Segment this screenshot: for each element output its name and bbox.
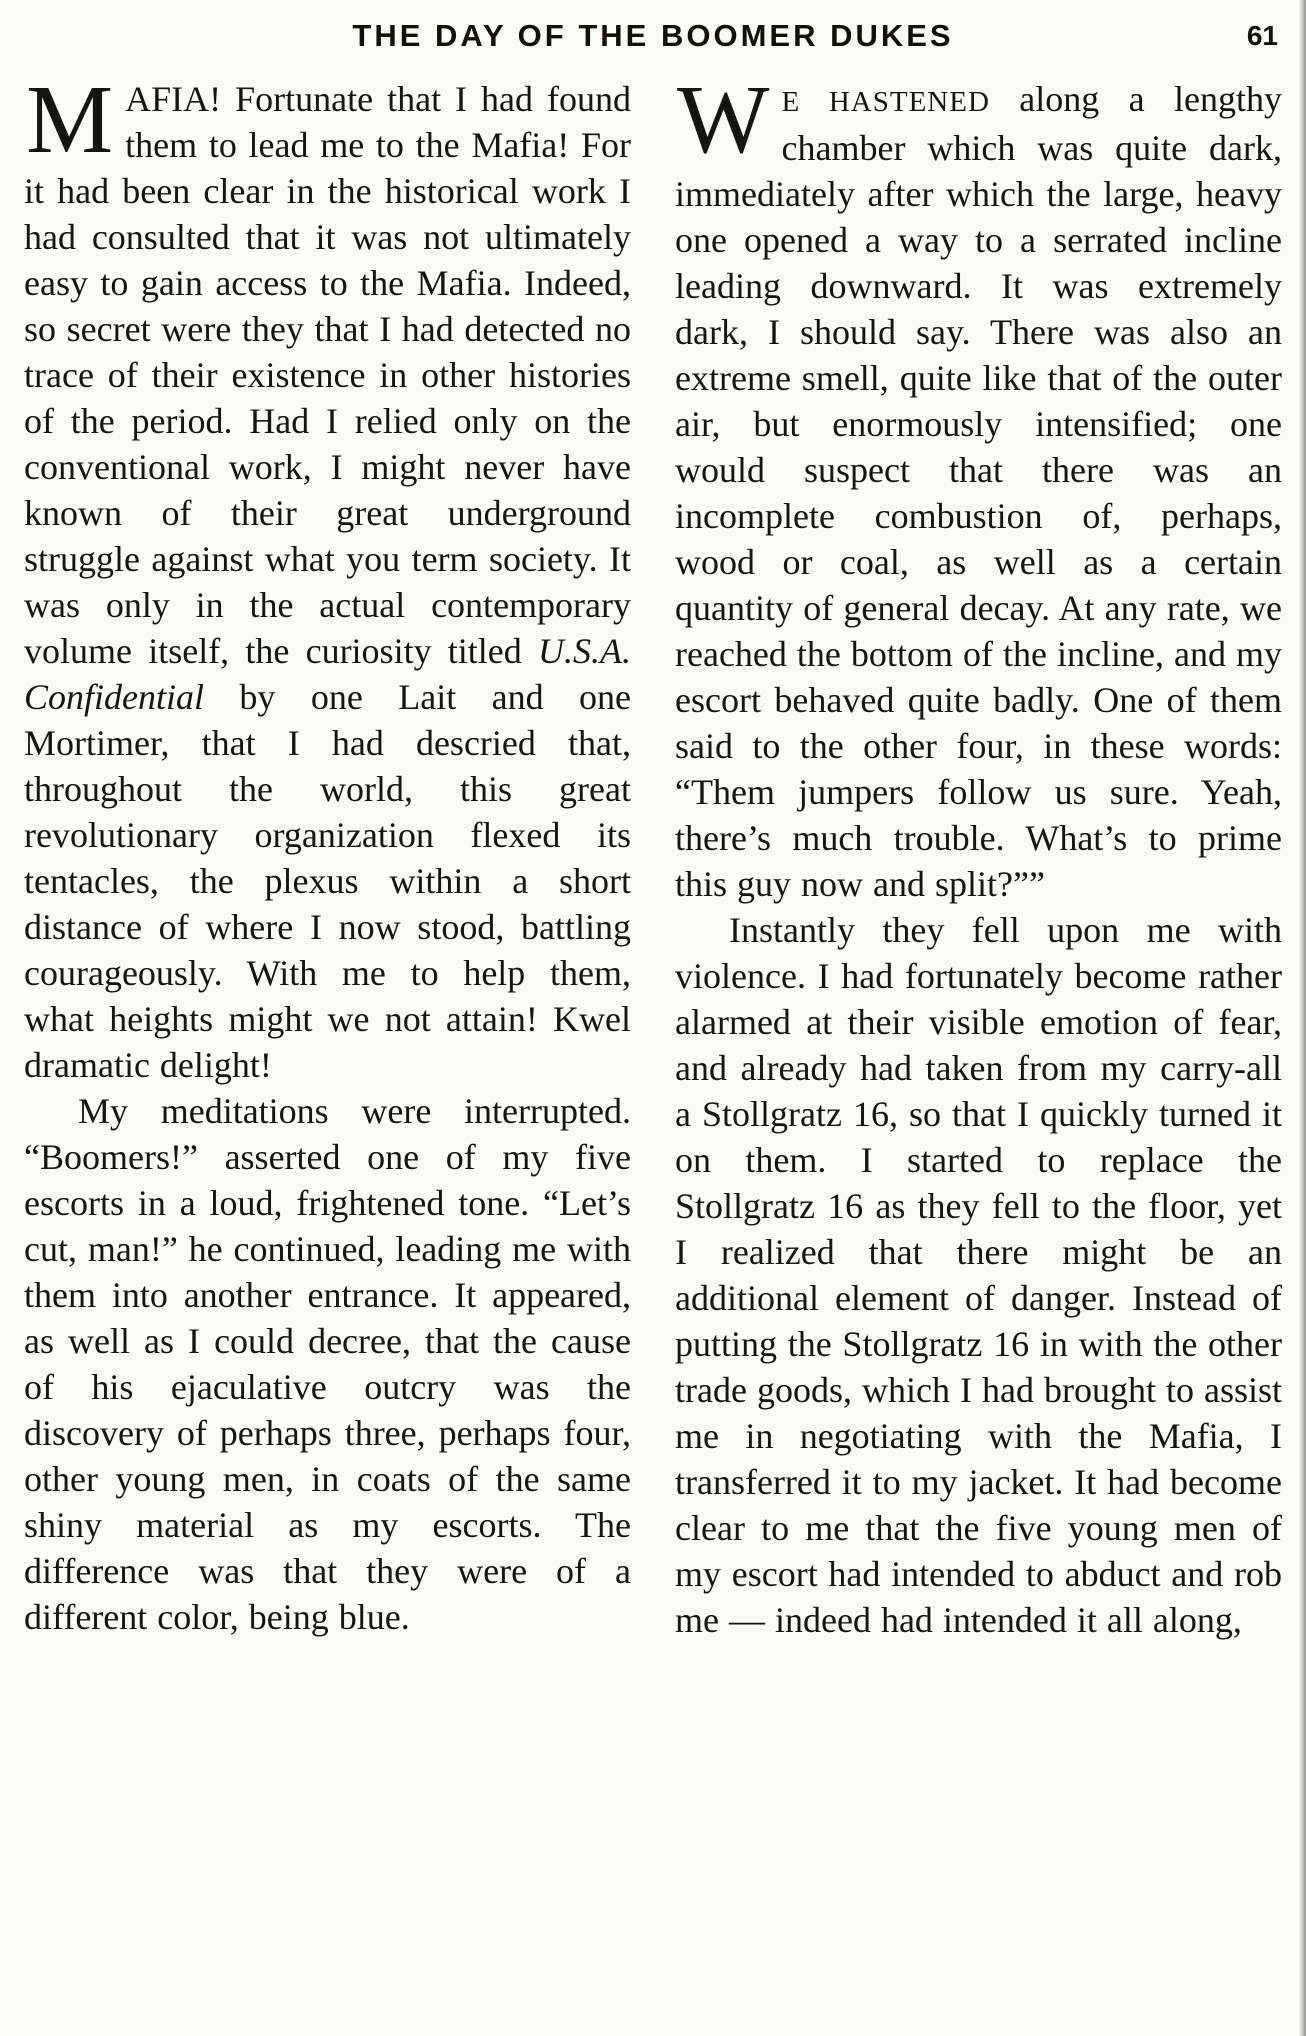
paragraph-meditations: My meditations were interrupted. “Boomers!” asserted one of my five escorts in a loud, frightened tone. “Let’s cut, man!” he continued, leading me with them into another entrance. It appeared, as well as I could decree, that the cause of his ejaculative outcry was the discovery of perhaps three, perhaps four, other young men, in coats of the same shiny material as my escorts. The difference was that they were of a different color, being blue.: [24, 1091, 631, 1637]
paragraph-text: AFIA! Fortunate that I had found them to lead me to the Mafia! For it had been clear in the historical work I had consulted that it was not ultimately easy to gain access to the Mafia. Indeed, so secret were they that I had detected no trace of their existence in other histories of the period. Had I relied only on the conventional work, I might never have known of their great underground struggle against what you term society. It was only in the actual contemporary volume itself, the curiosity titled: [24, 79, 631, 671]
paragraph-text: along a lengthy chamber which was quite dark, immediately after which the large, heavy one opened a way to a serrated incline leading downward. It was extremely dark, I should say. There was also an extreme smell, quite like that of the outer air, but enormously intensified; one would suspect that there was an incomplete combustion of, perhaps, wood or coal, as well as a certain quantity of general decay. At any rate, we reached the bottom of the incline, and my escort behaved quite badly. One of them said to the other four, in these words: “Them jumpers follow us sure. Yeah, there’s much trouble. What’s to prime this guy now and split?””: [675, 79, 1282, 904]
page-number: 61: [1246, 20, 1278, 51]
right-column: [675, 66, 1282, 1643]
scan-edge-artifact: [1299, 0, 1306, 2036]
page-header: [24, 14, 1282, 60]
text-columns: [24, 66, 1282, 1643]
running-title: THE DAY OF THE BOOMER DUKES: [352, 18, 954, 53]
dropcap-letter-m: M: [26, 66, 114, 174]
smallcaps-lead-text: E HASTENED: [781, 86, 990, 118]
paragraph-instantly: Instantly they fell upon me with violence. I had fortunately become rather alarmed at their visible emotion of fear, and already had taken from my carry-all a Stollgratz 16, so that I quickly turned it on them. I started to replace the Stollgratz 16 as they fell to the floor, yet I realized that there might be an additional element of danger. Instead of putting the Stollgratz 16 in with the other trade goods, which I had brought to assist me in negotiating with the Mafia, I transferred it to my jacket. It had become clear to me that the five young men of my escort had intended to abduct and rob me — indeed had intended it all along,: [675, 910, 1282, 1640]
paragraph-text: by one Lait and one Mortimer, that I had descried that, throughout the world, this great revolutionary organization flexed its tentacles, the plexus within a short distance of where I now stood, battling courageously. With me to help them, what heights might we not attain! Kwel dramatic delight!: [24, 677, 631, 1085]
dropcap-letter-w: W: [677, 66, 770, 174]
cited-book-title: U.S.A. Confidential: [24, 631, 631, 717]
left-column: [24, 66, 631, 1643]
paragraph-mafia: [24, 66, 631, 1088]
paragraph-hastened: [675, 66, 1282, 907]
